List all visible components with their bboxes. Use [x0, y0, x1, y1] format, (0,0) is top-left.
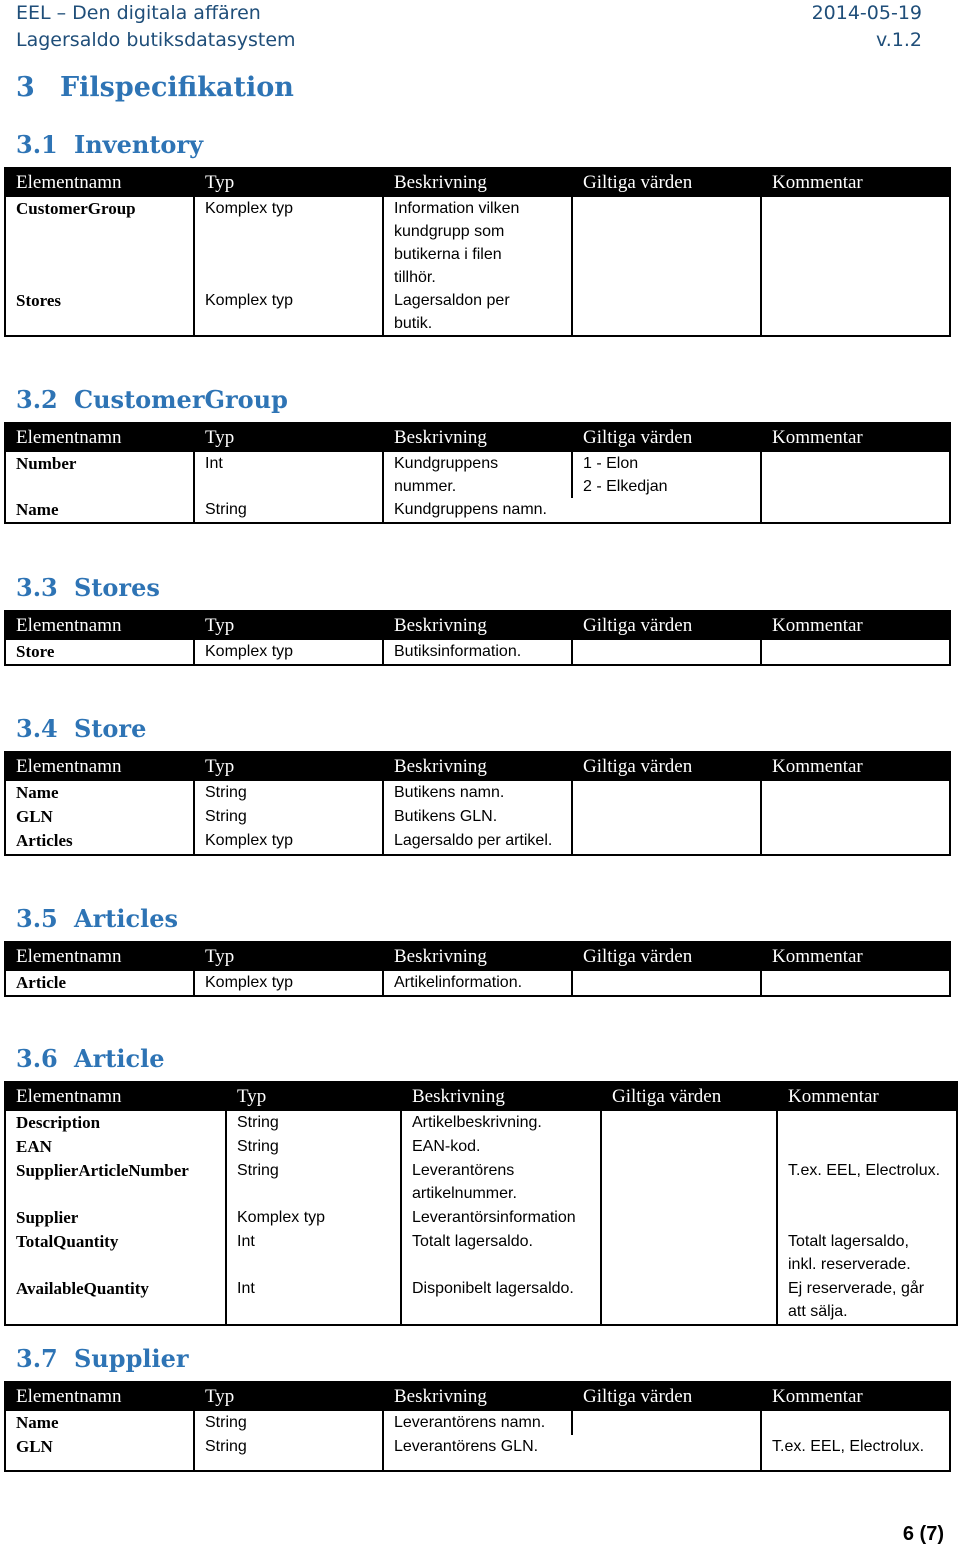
- valid-line: 1 - Elon: [583, 455, 639, 472]
- section-heading: [16, 72, 294, 103]
- cell-beskrivning: [383, 196, 572, 289]
- desc-line: Disponibelt lagersaldo.: [412, 1280, 574, 1297]
- cell-giltiga-varden: [572, 639, 761, 665]
- page-total: 7: [926, 1523, 938, 1545]
- subsection-title: Stores: [74, 573, 160, 602]
- subsection-number: 3.2: [16, 385, 58, 414]
- valid-line: 2 - Elkedjan: [583, 478, 668, 495]
- header-line-1: [16, 2, 922, 24]
- cell-giltiga-varden: [572, 829, 761, 855]
- column-header-typ: Typ: [194, 168, 383, 196]
- cell-giltiga-varden: [572, 1410, 761, 1435]
- table-row: [5, 196, 950, 289]
- spec-table: [4, 751, 951, 856]
- table-header-row: [5, 423, 950, 451]
- table-row: [5, 1135, 957, 1159]
- subsection-heading: [16, 714, 146, 743]
- subsection-number: 3.6: [16, 1044, 58, 1073]
- cell-elementnamn: Description: [5, 1110, 226, 1135]
- cell-elementnamn: Article: [5, 970, 194, 996]
- cell-typ: Int: [226, 1230, 401, 1277]
- cell-beskrivning: [383, 289, 572, 336]
- cell-giltiga-varden: [572, 1435, 761, 1471]
- cell-typ: Komplex typ: [194, 639, 383, 665]
- column-header-typ: Typ: [194, 942, 383, 970]
- cell-elementnamn: Name: [5, 498, 194, 523]
- cell-beskrivning: [401, 1159, 601, 1206]
- cell-kommentar: [761, 805, 950, 829]
- cell-giltiga-varden: [572, 780, 761, 805]
- cell-kommentar: [761, 829, 950, 855]
- column-header-giltiga-varden: Giltiga värden: [572, 611, 761, 639]
- column-header-giltiga-varden: Giltiga värden: [572, 752, 761, 780]
- cell-beskrivning: [401, 1277, 601, 1325]
- cell-typ: Komplex typ: [194, 970, 383, 996]
- document-date: 2014-05-19: [811, 2, 922, 24]
- table-row: [5, 451, 950, 498]
- cell-kommentar: [777, 1206, 957, 1230]
- cell-beskrivning: [383, 639, 572, 665]
- column-header-beskrivning: Beskrivning: [383, 423, 572, 451]
- cell-giltiga-varden: [572, 289, 761, 336]
- cell-kommentar: [761, 1410, 950, 1435]
- desc-line: Butiksinformation.: [394, 643, 522, 660]
- table-row: [5, 498, 950, 523]
- cell-typ: String: [226, 1159, 401, 1206]
- cell-giltiga-varden: [601, 1230, 777, 1277]
- comment-line: Totalt lagersaldo,: [788, 1233, 909, 1250]
- column-header-typ: Typ: [194, 611, 383, 639]
- comment-line: T.ex. EEL, Electrolux.: [788, 1162, 941, 1179]
- spec-table: [4, 610, 951, 666]
- document-subtitle: Lagersaldo butiksdatasystem: [16, 29, 296, 51]
- cell-elementnamn: Name: [5, 1410, 194, 1435]
- cell-giltiga-varden: [572, 805, 761, 829]
- cell-elementnamn: GLN: [5, 1435, 194, 1471]
- column-header-typ: Typ: [226, 1082, 401, 1110]
- table-header-row: [5, 168, 950, 196]
- section-title: Filspecifikation: [60, 72, 294, 103]
- cell-elementnamn: Stores: [5, 289, 194, 336]
- subsection-heading: [16, 904, 178, 933]
- column-header-beskrivning: Beskrivning: [383, 942, 572, 970]
- column-header-elementnamn: Elementnamn: [5, 1382, 194, 1410]
- cell-kommentar: [777, 1135, 957, 1159]
- comment-line: inkl. reserverade.: [788, 1256, 911, 1273]
- cell-beskrivning: [383, 805, 572, 829]
- subsection-heading: [16, 1344, 189, 1373]
- cell-kommentar: [777, 1277, 957, 1325]
- cell-beskrivning: [383, 780, 572, 805]
- cell-kommentar: [761, 498, 950, 523]
- desc-line: Lagersaldon per: [394, 292, 510, 309]
- table-row: [5, 1159, 957, 1206]
- cell-giltiga-varden: [572, 196, 761, 289]
- desc-line: Artikelbeskrivning.: [412, 1114, 542, 1131]
- desc-line: Leverantörsinformation: [412, 1209, 576, 1226]
- subsection-title: CustomerGroup: [74, 385, 288, 414]
- cell-elementnamn: EAN: [5, 1135, 226, 1159]
- cell-typ: Int: [226, 1277, 401, 1325]
- cell-typ: Komplex typ: [226, 1206, 401, 1230]
- spec-table: [4, 1381, 951, 1472]
- column-header-kommentar: Kommentar: [761, 423, 950, 451]
- desc-line: Information vilken: [394, 200, 520, 217]
- cell-beskrivning: [401, 1206, 601, 1230]
- subsection-heading: [16, 130, 203, 159]
- desc-line: Totalt lagersaldo.: [412, 1233, 533, 1250]
- cell-kommentar: [761, 780, 950, 805]
- desc-line: Kundgruppens namn.: [394, 501, 547, 518]
- column-header-elementnamn: Elementnamn: [5, 1082, 226, 1110]
- cell-giltiga-varden: [601, 1135, 777, 1159]
- cell-giltiga-varden: [601, 1206, 777, 1230]
- cell-beskrivning: [383, 498, 572, 523]
- cell-kommentar: [777, 1159, 957, 1206]
- cell-kommentar: [761, 970, 950, 996]
- column-header-beskrivning: Beskrivning: [401, 1082, 601, 1110]
- column-header-beskrivning: Beskrivning: [383, 752, 572, 780]
- cell-kommentar: [761, 1435, 950, 1471]
- cell-kommentar: [761, 639, 950, 665]
- comment-line: att sälja.: [788, 1303, 848, 1320]
- desc-line: Artikelinformation.: [394, 974, 523, 991]
- document-version: v.1.2: [875, 29, 922, 51]
- cell-kommentar: [777, 1110, 957, 1135]
- table-header-row: [5, 611, 950, 639]
- column-header-elementnamn: Elementnamn: [5, 611, 194, 639]
- desc-line: Leverantörens: [412, 1162, 515, 1179]
- column-header-elementnamn: Elementnamn: [5, 168, 194, 196]
- cell-beskrivning: [383, 1435, 572, 1471]
- column-header-giltiga-varden: Giltiga värden: [572, 942, 761, 970]
- table-row: [5, 1410, 950, 1435]
- cell-elementnamn: GLN: [5, 805, 194, 829]
- cell-elementnamn: AvailableQuantity: [5, 1277, 226, 1325]
- cell-beskrivning: [401, 1110, 601, 1135]
- column-header-elementnamn: Elementnamn: [5, 752, 194, 780]
- subsection-number: 3.3: [16, 573, 58, 602]
- cell-elementnamn: Store: [5, 639, 194, 665]
- desc-line: nummer.: [394, 478, 457, 495]
- cell-elementnamn: SupplierArticleNumber: [5, 1159, 226, 1206]
- cell-typ: Komplex typ: [194, 289, 383, 336]
- cell-kommentar: [761, 196, 950, 289]
- cell-beskrivning: [401, 1230, 601, 1277]
- column-header-typ: Typ: [194, 752, 383, 780]
- desc-line: Kundgruppens: [394, 455, 499, 472]
- section-number: 3: [16, 72, 35, 103]
- cell-kommentar: [777, 1230, 957, 1277]
- subsection-title: Inventory: [74, 130, 204, 159]
- column-header-kommentar: Kommentar: [761, 611, 950, 639]
- cell-giltiga-varden: [601, 1110, 777, 1135]
- cell-elementnamn: Number: [5, 451, 194, 498]
- cell-typ: String: [226, 1135, 401, 1159]
- comment-line: T.ex. EEL, Electrolux.: [772, 1438, 925, 1455]
- spec-table: [4, 1081, 958, 1326]
- desc-line: butik.: [394, 315, 433, 332]
- cell-beskrivning: [383, 1410, 572, 1435]
- cell-typ: Int: [194, 451, 383, 498]
- desc-line: Butikens namn.: [394, 784, 505, 801]
- cell-typ: Komplex typ: [194, 196, 383, 289]
- spec-table: [4, 941, 951, 997]
- cell-elementnamn: TotalQuantity: [5, 1230, 226, 1277]
- subsection-number: 3.7: [16, 1344, 58, 1373]
- column-header-giltiga-varden: Giltiga värden: [572, 1382, 761, 1410]
- cell-giltiga-varden: [572, 498, 761, 523]
- cell-beskrivning: [401, 1135, 601, 1159]
- desc-line: tillhör.: [394, 269, 436, 286]
- table-header-row: [5, 1082, 957, 1110]
- column-header-kommentar: Kommentar: [777, 1082, 957, 1110]
- desc-line: butikerna i filen: [394, 246, 502, 263]
- subsection-title: Articles: [74, 904, 178, 933]
- subsection-heading: [16, 1044, 164, 1073]
- table-header-row: [5, 942, 950, 970]
- cell-giltiga-varden: [601, 1159, 777, 1206]
- subsection-number: 3.4: [16, 714, 58, 743]
- cell-beskrivning: [383, 829, 572, 855]
- cell-elementnamn: Articles: [5, 829, 194, 855]
- table-row: [5, 1206, 957, 1230]
- column-header-beskrivning: Beskrivning: [383, 611, 572, 639]
- subsection-heading: [16, 573, 160, 602]
- desc-line: artikelnummer.: [412, 1185, 517, 1202]
- desc-line: Leverantörens GLN.: [394, 1438, 539, 1455]
- cell-beskrivning: [383, 451, 572, 498]
- column-header-typ: Typ: [194, 423, 383, 451]
- cell-typ: String: [226, 1110, 401, 1135]
- cell-elementnamn: Name: [5, 780, 194, 805]
- page-number: 6 (7): [902, 1523, 944, 1545]
- desc-line: Lagersaldo per artikel.: [394, 832, 553, 849]
- column-header-beskrivning: Beskrivning: [383, 168, 572, 196]
- table-header-row: [5, 1382, 950, 1410]
- cell-typ: String: [194, 805, 383, 829]
- spec-table: [4, 167, 951, 337]
- table-row: [5, 780, 950, 805]
- column-header-giltiga-varden: Giltiga värden: [572, 423, 761, 451]
- table-row: [5, 289, 950, 336]
- cell-beskrivning: [383, 970, 572, 996]
- table-row: [5, 1277, 957, 1325]
- document-title: EEL – Den digitala affären: [16, 2, 261, 24]
- spec-table: [4, 422, 951, 524]
- column-header-kommentar: Kommentar: [761, 942, 950, 970]
- cell-giltiga-varden: [572, 451, 761, 498]
- subsection-heading: [16, 385, 288, 414]
- desc-line: EAN-kod.: [412, 1138, 481, 1155]
- cell-typ: String: [194, 1410, 383, 1435]
- table-row: [5, 829, 950, 855]
- table-row: [5, 1230, 957, 1277]
- table-row: [5, 1435, 950, 1471]
- subsection-title: Supplier: [74, 1344, 189, 1373]
- column-header-beskrivning: Beskrivning: [383, 1382, 572, 1410]
- table-row: [5, 639, 950, 665]
- cell-typ: String: [194, 498, 383, 523]
- table-row: [5, 805, 950, 829]
- cell-typ: String: [194, 780, 383, 805]
- table-row: [5, 970, 950, 996]
- cell-kommentar: [761, 289, 950, 336]
- cell-typ: String: [194, 1435, 383, 1471]
- column-header-giltiga-varden: Giltiga värden: [572, 168, 761, 196]
- table-header-row: [5, 752, 950, 780]
- desc-line: Leverantörens namn.: [394, 1414, 546, 1431]
- desc-line: Butikens GLN.: [394, 808, 498, 825]
- header-line-2: [16, 29, 922, 51]
- cell-kommentar: [761, 451, 950, 498]
- column-header-giltiga-varden: Giltiga värden: [601, 1082, 777, 1110]
- subsection-title: Article: [74, 1044, 165, 1073]
- column-header-typ: Typ: [194, 1382, 383, 1410]
- desc-line: kundgrupp som: [394, 223, 505, 240]
- cell-giltiga-varden: [601, 1277, 777, 1325]
- column-header-kommentar: Kommentar: [761, 168, 950, 196]
- column-header-elementnamn: Elementnamn: [5, 423, 194, 451]
- cell-elementnamn: Supplier: [5, 1206, 226, 1230]
- column-header-elementnamn: Elementnamn: [5, 942, 194, 970]
- table-row: [5, 1110, 957, 1135]
- cell-elementnamn: CustomerGroup: [5, 196, 194, 289]
- subsection-number: 3.1: [16, 130, 58, 159]
- cell-typ: Komplex typ: [194, 829, 383, 855]
- page-current: 6: [902, 1523, 914, 1545]
- subsection-number: 3.5: [16, 904, 58, 933]
- comment-line: Ej reserverade, går: [788, 1280, 925, 1297]
- cell-giltiga-varden: [572, 970, 761, 996]
- subsection-title: Store: [74, 714, 147, 743]
- column-header-kommentar: Kommentar: [761, 752, 950, 780]
- column-header-kommentar: Kommentar: [761, 1382, 950, 1410]
